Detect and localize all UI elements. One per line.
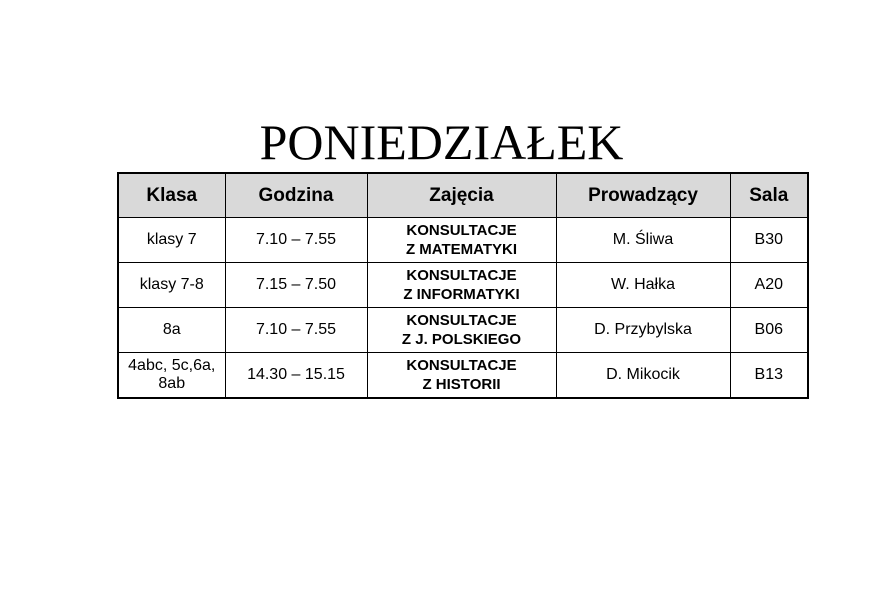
cell-zajecia-line: KONSULTACJE xyxy=(406,357,517,374)
cell-klasa xyxy=(118,263,225,308)
cell-godzina: 7.10 – 7.55 xyxy=(225,308,367,353)
cell-zajecia xyxy=(367,308,556,353)
column-header-sala: Sala xyxy=(730,173,808,218)
cell-klasa-line: klasy 7-8 xyxy=(139,276,204,293)
schedule-table xyxy=(117,172,809,399)
cell-klasa-line: 4abc, 5c,6a, xyxy=(128,357,216,374)
table-row xyxy=(118,218,808,263)
cell-godzina: 7.15 – 7.50 xyxy=(225,263,367,308)
cell-klasa-line: 8ab xyxy=(158,375,186,392)
cell-sala: B30 xyxy=(730,218,808,263)
table-row xyxy=(118,353,808,399)
cell-sala: B13 xyxy=(730,353,808,399)
cell-prowadzacy: D. Przybylska xyxy=(556,308,730,353)
cell-klasa xyxy=(118,218,225,263)
cell-klasa-line: klasy 7 xyxy=(146,231,197,248)
column-header-zajecia: Zajęcia xyxy=(367,173,556,218)
cell-prowadzacy: M. Śliwa xyxy=(556,218,730,263)
table-row xyxy=(118,263,808,308)
cell-zajecia-line: KONSULTACJE xyxy=(406,312,517,329)
cell-zajecia-line: Z MATEMATYKI xyxy=(405,241,518,258)
table-row xyxy=(118,308,808,353)
cell-prowadzacy: D. Mikocik xyxy=(556,353,730,399)
column-header-godzina: Godzina xyxy=(225,173,367,218)
cell-zajecia-line: Z J. POLSKIEGO xyxy=(401,331,522,348)
cell-klasa xyxy=(118,308,225,353)
column-header-prowadzacy: Prowadzący xyxy=(556,173,730,218)
cell-klasa xyxy=(118,353,225,399)
cell-klasa-line: 8a xyxy=(162,321,181,338)
cell-zajecia xyxy=(367,218,556,263)
page-title: PONIEDZIAŁEK xyxy=(259,114,624,170)
cell-zajecia xyxy=(367,353,556,399)
cell-prowadzacy: W. Hałka xyxy=(556,263,730,308)
cell-zajecia-line: KONSULTACJE xyxy=(406,267,517,284)
header-row xyxy=(118,173,808,218)
cell-zajecia-line: Z INFORMATYKI xyxy=(403,286,520,303)
cell-zajecia-line: Z HISTORII xyxy=(422,376,501,393)
cell-sala: A20 xyxy=(730,263,808,308)
cell-zajecia xyxy=(367,263,556,308)
cell-sala: B06 xyxy=(730,308,808,353)
cell-godzina: 7.10 – 7.55 xyxy=(225,218,367,263)
cell-godzina: 14.30 – 15.15 xyxy=(225,353,367,399)
column-header-klasa: Klasa xyxy=(118,173,225,218)
cell-zajecia-line: KONSULTACJE xyxy=(406,222,517,239)
